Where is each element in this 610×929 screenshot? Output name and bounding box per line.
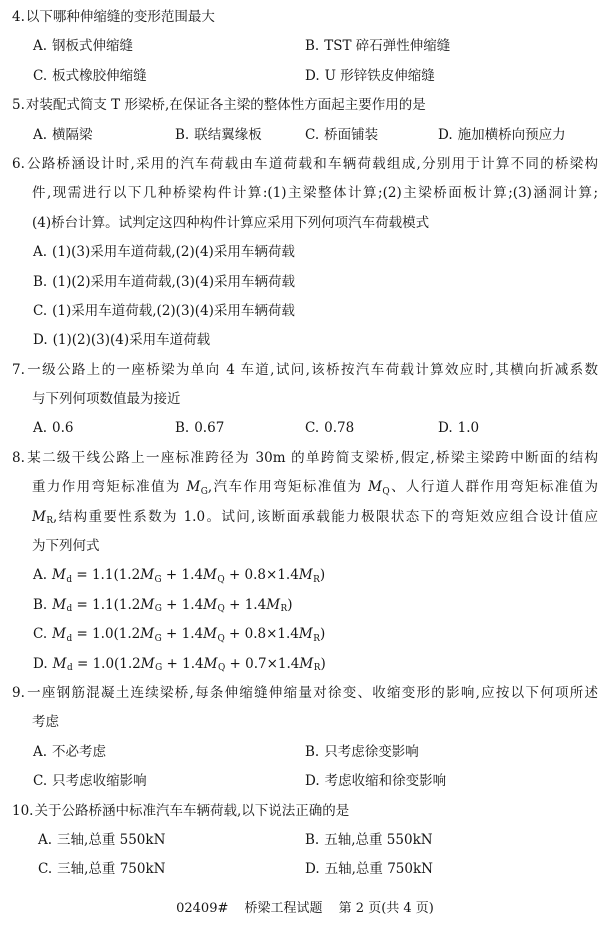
option-formula (52, 567, 326, 586)
math-symbol: M (52, 655, 67, 672)
stem-line (12, 385, 598, 414)
option-b (33, 268, 598, 297)
question-8 (12, 444, 598, 679)
option-label: D. (33, 655, 48, 672)
math-subscript: G (154, 633, 162, 644)
option-a (33, 738, 305, 767)
stem-line (12, 356, 598, 385)
option-text: 三轴,总重 550kN (57, 831, 166, 848)
option-label: D. (305, 861, 320, 878)
option-label: B. (175, 126, 190, 143)
option-d (438, 121, 598, 150)
question-5 (12, 91, 598, 150)
text-run: 一级公路上的一座桥梁为单向 4 车道,试问,该桥按汽车荷载计算效应时,其横向折减系数 (25, 361, 598, 378)
stem-line (12, 797, 598, 826)
option-formula (52, 626, 325, 642)
question-number: 4. (12, 9, 25, 25)
text-run: + 0.8×1.4 (224, 626, 299, 643)
question-options (12, 826, 598, 885)
option-label: A. (33, 743, 48, 760)
question-options (12, 121, 598, 150)
question-6 (12, 150, 598, 356)
math-symbol: M (203, 655, 218, 672)
text-run: ) (319, 626, 326, 643)
option-c (38, 855, 305, 884)
option-b (33, 591, 598, 620)
text-run: = 1.1(1.2 (72, 567, 141, 584)
option-c (33, 297, 598, 326)
question-stem (12, 91, 598, 120)
option-text: 只考虑徐变影响 (324, 743, 419, 760)
option-label: A. (33, 567, 48, 584)
option-text: 桥面铺装 (324, 126, 379, 143)
text-run: + 1.4 (161, 626, 204, 643)
stem-line (12, 532, 598, 561)
math-subscript: Q (217, 604, 225, 615)
option-label: B. (305, 38, 320, 55)
math-symbol: M (266, 596, 281, 613)
math-variable (52, 567, 73, 586)
option-label: B. (175, 420, 190, 437)
math-symbol: M (140, 567, 155, 584)
option-b (305, 738, 598, 767)
math-variable (140, 626, 161, 642)
math-subscript: d (66, 663, 73, 674)
option-label: D. (305, 67, 320, 84)
math-symbol: M (52, 596, 67, 613)
text-run: ,结构重要性系数为 1.0。试问,该断面承载能力极限状态下的弯矩效应组合设计值应 (53, 508, 598, 525)
option-a (33, 32, 305, 61)
math-variable (266, 597, 287, 613)
question-9 (12, 679, 598, 797)
math-variable (140, 567, 162, 586)
text-run: 以下哪种伸缩缝的变形范围最大 (25, 9, 215, 25)
question-stem (12, 150, 598, 238)
question-stem (12, 679, 598, 738)
option-d (33, 650, 598, 679)
math-subscript: d (66, 633, 73, 644)
math-subscript: Q (217, 663, 226, 674)
stem-line (12, 444, 598, 473)
question-number: 5. (12, 97, 25, 114)
option-d (305, 855, 598, 884)
question-4 (12, 3, 598, 91)
option-label: B. (33, 596, 48, 613)
math-variable (203, 597, 225, 613)
text-run: = 1.0(1.2 (72, 655, 141, 672)
option-label: D. (438, 420, 453, 437)
math-symbol: M (203, 626, 217, 643)
question-7 (12, 356, 598, 444)
math-subscript: G (200, 486, 208, 497)
stem-line (12, 3, 598, 32)
option-text: 联结翼缘板 (194, 126, 262, 143)
question-options (12, 238, 598, 356)
math-variable (299, 626, 320, 642)
question-number: 7. (12, 361, 25, 378)
question-10 (12, 797, 598, 885)
math-symbol: M (368, 479, 382, 496)
option-d (33, 326, 598, 355)
text-run: + 1.4 (161, 567, 204, 584)
math-subscript: Q (217, 633, 225, 644)
math-symbol: M (32, 508, 46, 525)
math-variable (204, 656, 226, 672)
option-text: 1.0 (457, 420, 480, 437)
option-c (33, 620, 598, 649)
text-run: 件,现需进行以下几种桥梁构件计算:(1)主梁整体计算;(2)主梁桥面板计算;(3)涵洞计算; (32, 185, 598, 202)
text-run: = 1.1(1.2 (72, 596, 141, 613)
text-run: + 0.8×1.4 (224, 567, 299, 584)
option-text: U 形锌铁皮伸缩缝 (324, 67, 435, 84)
math-variable (186, 479, 207, 495)
text-run: 对装配式简支 T 形梁桥,在保证各主梁的整体性方面起主要作用的是 (25, 97, 426, 114)
option-text: 只考虑收缩影响 (52, 773, 147, 790)
option-d (305, 767, 598, 796)
option-label: B. (33, 273, 48, 290)
option-d (305, 62, 598, 91)
question-stem (12, 444, 598, 562)
math-symbol: M (299, 655, 314, 672)
option-d (438, 414, 598, 443)
math-subscript: G (155, 663, 163, 674)
option-label: C. (38, 861, 53, 878)
option-c (305, 414, 438, 443)
option-text: 施加横桥向预应力 (457, 126, 566, 143)
math-variable (140, 597, 161, 613)
option-label: C. (33, 67, 48, 84)
math-symbol: M (298, 567, 313, 584)
question-number: 6. (12, 155, 25, 172)
option-b (175, 414, 305, 443)
math-subscript: R (46, 516, 54, 527)
math-variable (52, 626, 72, 642)
text-run: 一座钢筋混凝土连续梁桥,每条伸缩缝伸缩量对徐变、收缩变形的影响,应按以下何项所述 (25, 684, 598, 701)
option-text: 考虑收缩和徐变影响 (324, 773, 447, 790)
option-text: 五轴,总重 750kN (324, 861, 433, 878)
option-text: (1)采用车道荷载,(2)(3)(4)采用车辆荷载 (52, 302, 295, 319)
question-options (12, 561, 598, 679)
math-variable (368, 479, 390, 495)
option-a (33, 238, 598, 267)
math-symbol: M (140, 626, 155, 643)
option-formula (53, 656, 326, 672)
option-label: A. (33, 244, 48, 261)
option-label: C. (33, 626, 48, 643)
math-symbol: M (52, 626, 66, 643)
option-c (33, 62, 305, 91)
math-symbol: M (298, 626, 313, 643)
math-subscript: Q (382, 486, 390, 497)
math-variable (298, 567, 320, 586)
option-text: 0.78 (324, 420, 355, 437)
option-text: TST 碎石弹性伸缩缝 (324, 38, 451, 55)
option-text: (1)(2)采用车道荷载,(3)(4)采用车辆荷载 (52, 273, 296, 290)
option-c (305, 121, 438, 150)
option-label: C. (33, 773, 48, 790)
option-label: C. (305, 126, 320, 143)
text-run: + 0.7×1.4 (225, 655, 300, 672)
option-label: B. (305, 743, 320, 760)
text-run: (4)桥台计算。试判定这四种构件计算应采用下列何项汽车荷载模式 (32, 214, 430, 231)
math-subscript: R (313, 575, 320, 586)
option-b (305, 32, 598, 61)
math-subscript: G (154, 604, 162, 615)
math-subscript: R (313, 663, 321, 674)
option-label: C. (33, 302, 48, 319)
option-label: B. (305, 831, 320, 848)
option-a (33, 561, 598, 590)
stem-line (12, 473, 598, 502)
page-number: 第 2 页(共 4 页) (338, 901, 434, 916)
question-stem (12, 3, 598, 32)
option-a (38, 826, 305, 855)
option-text: (1)(2)(3)(4)采用车道荷载 (52, 332, 211, 349)
text-run: ) (319, 567, 326, 584)
math-variable (299, 656, 320, 672)
option-b (175, 121, 305, 150)
math-subscript: Q (217, 575, 225, 586)
option-c (33, 767, 305, 796)
text-run: 、人行道人群作用弯矩标准值为 (389, 479, 599, 496)
stem-line (12, 179, 598, 208)
option-text: 横隔梁 (52, 126, 93, 143)
option-label: A. (38, 831, 53, 848)
option-label: A. (33, 126, 48, 143)
stem-line (12, 150, 598, 179)
math-symbol: M (140, 596, 155, 613)
option-label: C. (305, 420, 320, 437)
option-label: D. (438, 126, 453, 143)
stem-line (12, 708, 598, 737)
text-run: 与下列何项数值最为接近 (32, 391, 181, 408)
stem-line (12, 679, 598, 708)
math-variable (141, 656, 162, 672)
option-a (33, 414, 175, 443)
math-symbol: M (140, 655, 155, 672)
paper-code: 02409# (176, 901, 229, 916)
stem-line (12, 503, 598, 532)
page-footer (0, 899, 610, 919)
question-stem (12, 797, 598, 826)
option-a (33, 121, 175, 150)
math-subscript: R (313, 633, 320, 644)
option-text: 五轴,总重 550kN (324, 831, 433, 848)
math-symbol: M (52, 567, 66, 584)
question-options (12, 414, 598, 443)
option-text: 0.67 (194, 420, 225, 437)
option-formula (52, 597, 292, 613)
math-symbol: M (186, 479, 201, 496)
option-text: 三轴,总重 750kN (57, 861, 166, 878)
question-number: 10. (12, 802, 34, 819)
option-text: 板式橡胶伸缩缝 (52, 67, 147, 84)
option-text: (1)(3)采用车道荷载,(2)(4)采用车辆荷载 (52, 244, 295, 261)
text-run: 某二级干线公路上一座标准跨径为 30m 的单跨简支梁桥,假定,桥梁主梁跨中断面的结构 (25, 449, 598, 466)
option-text: 钢板式伸缩缝 (52, 38, 134, 55)
question-stem (12, 356, 598, 415)
question-number: 9. (12, 684, 25, 701)
text-run: + 1.4 (224, 596, 267, 613)
text-run: 考虑 (32, 714, 59, 731)
option-label: A. (33, 38, 48, 55)
option-label: D. (305, 773, 320, 790)
math-subscript: d (66, 604, 73, 615)
math-variable (52, 597, 72, 613)
text-run: + 1.4 (162, 655, 204, 672)
option-label: D. (33, 332, 48, 349)
math-subscript: G (154, 575, 162, 586)
math-variable (203, 626, 225, 642)
paper-title: 桥梁工程试题 (244, 901, 323, 916)
math-symbol: M (203, 596, 218, 613)
text-run: + 1.4 (161, 596, 204, 613)
option-label: A. (33, 420, 48, 437)
text-run: 为下列何式 (32, 538, 100, 555)
math-subscript: d (66, 575, 73, 586)
option-b (305, 826, 598, 855)
text-run: ,汽车作用弯矩标准值为 (207, 479, 369, 496)
text-run: 关于公路桥涵中标准汽车车辆荷载,以下说法正确的是 (34, 802, 350, 819)
option-text: 0.6 (52, 420, 74, 437)
question-options (12, 738, 598, 797)
text-run: = 1.0(1.2 (72, 626, 141, 643)
text-run: 重力作用弯矩标准值为 (32, 479, 187, 496)
math-variable (53, 656, 73, 672)
option-text: 不必考虑 (52, 743, 107, 760)
math-subscript: R (280, 604, 288, 615)
math-symbol: M (203, 567, 217, 584)
math-variable (32, 509, 53, 525)
text-run: ) (320, 655, 326, 672)
math-variable (203, 567, 225, 586)
stem-line (12, 209, 598, 238)
question-number: 8. (12, 449, 25, 466)
stem-line (12, 91, 598, 120)
question-options (12, 32, 598, 91)
text-run: 公路桥涵设计时,采用的汽车荷载由车道荷载和车辆荷载组成,分别用于计算不同的桥梁构 (25, 155, 598, 172)
text-run: ) (287, 596, 293, 613)
